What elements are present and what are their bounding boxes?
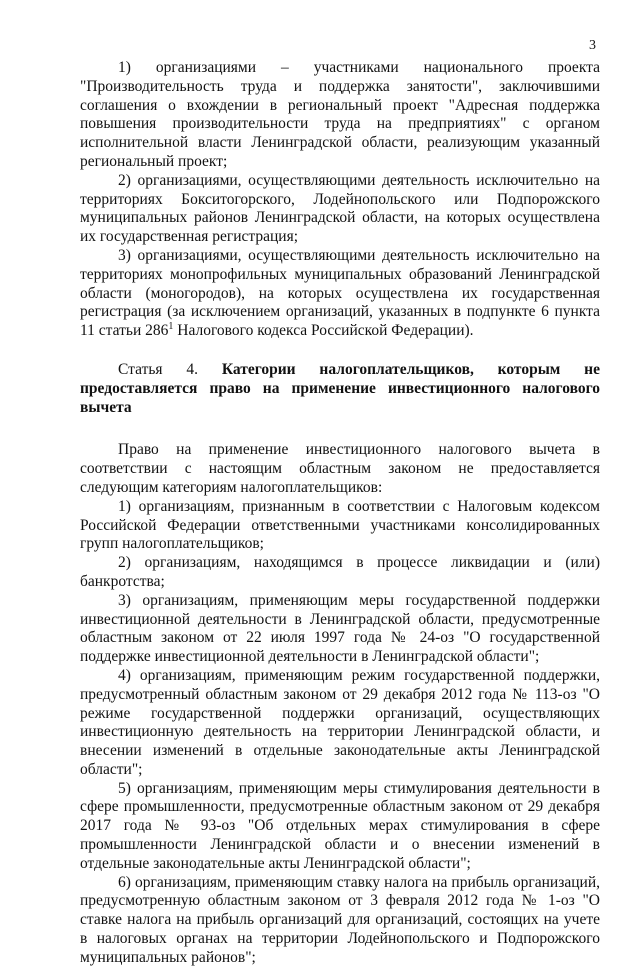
list-item-bottom-5: 5) организациям, применяющим меры стимулирования деятельности в сфере промышленности, предусмотренные областным законом от 29 декабря 2017 года № 93-оз "Об отдельных мерах стимулирования в сфере промышленности Ленинградской области и о внесении изменений в отдельные законодательные акты Ленинградской области";: [80, 779, 600, 872]
list-item-top-3-text-end: Налогового кодекса Российской Федерации).: [173, 322, 474, 340]
article-heading: [80, 361, 600, 417]
list-item-top-3: [80, 247, 600, 341]
list-item-top-1: 1) организациями – участниками национального проекта "Производительность труда и поддержка занятости", заключившими соглашения о вхождении в региональный проект "Адресная поддержка повышения производительности труда на предприятиях" с органом исполнительной власти Ленинградской области, реализующим указанный региональный проект;: [80, 59, 600, 170]
list-item-bottom-3: 3) организациям, применяющим меры государственной поддержки инвестиционной деятельности в Ленинградской области, предусмотренные областным законом от 22 июля 1997 года № 24-оз "О государственной поддержке инвестиционной деятельности в Ленинградской области";: [80, 591, 600, 666]
list-item-bottom-4: 4) организациям, применяющим режим государственной поддержки, предусмотренный областным законом от 29 декабря 2012 года № 113-оз "О режиме государственной поддержки организаций, осуществляющих инвестиционную деятельность на территории Ленинградской области, и внесении изменений в отдельные законодательные акты Ленинградской области";: [80, 666, 600, 778]
article-superscript: 1: [168, 321, 174, 332]
document-body: [80, 59, 600, 968]
article-title: Категории налогоплательщиков, которым не предоставляется право на применение инвестиционного налогового вычета: [80, 360, 600, 416]
article-intro: Право на применение инвестиционного налогового вычета в соответствии с настоящим областным законом не предоставляется следующим категориям налогоплательщиков:: [80, 441, 600, 496]
list-item-top-2: 2) организациями, осуществляющими деятельность исключительно на территориях Бокситогорского, Лодейнопольского или Подпорожского муниципальных районов Ленинградской области, на которых осуществлена их государственная регистрация;: [80, 171, 600, 246]
list-item-bottom-2: 2) организациям, находящимся в процессе ликвидации и (или) банкротства;: [80, 554, 600, 590]
page-number: 3: [589, 38, 596, 53]
list-item-bottom-6: 6) организациям, применяющим ставку налога на прибыль организаций, предусмотренную областным законом от 3 февраля 2012 года № 1-оз "О ставке налога на прибыль организаций для организаций, состоящих на учете в налоговых органах на территории Лодейнопольского и Подпорожского муниципальных районов";: [80, 873, 600, 966]
list-item-bottom-1: 1) организациям, признанным в соответствии с Налоговым кодексом Российской Федерации ответственными участниками консолидированных групп налогоплательщиков;: [80, 497, 600, 553]
article-label: Статья 4.: [118, 360, 222, 378]
list-item-top-3-text: 3) организациями, осуществляющими деятельность исключительно на территориях монопрофильных муниципальных образований Ленинградской области (моногородов), на которых осуществлена их государственная регистрация (за исключением организаций, указанных в подпункте 6 пункта 11 статьи 286: [80, 246, 600, 340]
